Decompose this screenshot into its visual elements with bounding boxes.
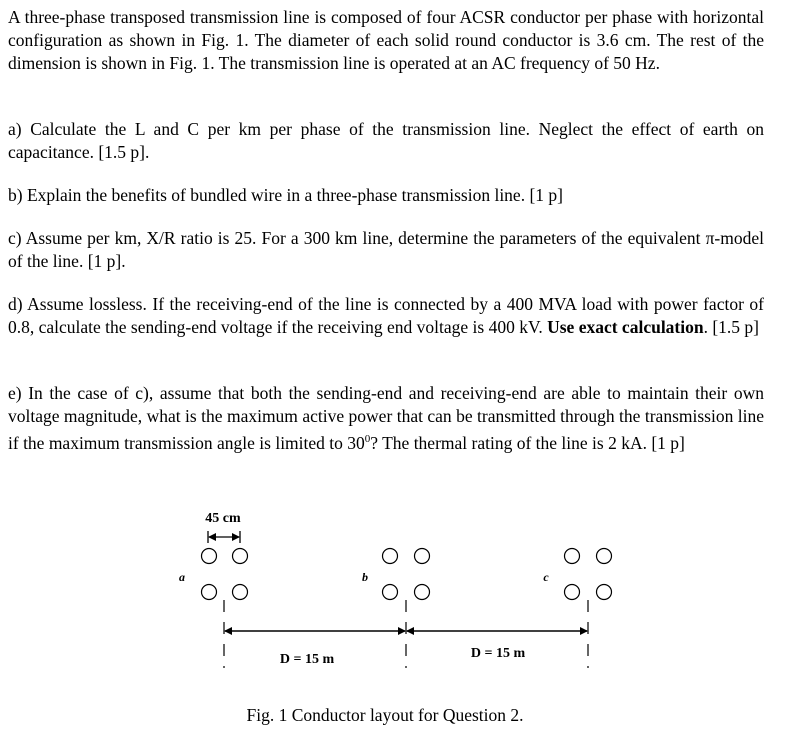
conductor [565, 585, 580, 600]
spacing-label: 45 cm [205, 511, 241, 526]
question-c: c) Assume per km, X/R ratio is 25. For a 300 km line, determine the parameters of the equivalent π-model of the line. [1 p]. [8, 228, 764, 271]
conductor [597, 585, 612, 600]
phase-c-bundle [565, 549, 612, 600]
question-d [8, 293, 764, 339]
spacing-arrow [208, 531, 240, 543]
question-d-bold: Use exact calculation [547, 317, 704, 337]
conductor [202, 549, 217, 564]
intro-paragraph: A three-phase transposed transmission line is composed of four ACSR conductor per phase with horizontal configuration as shown in Fig. 1. The diameter of each solid round conductor is 3.6 cm. The rest of the dimension is shown in Fig. 1. The transmission line is operated at an AC frequency of 50 Hz. [8, 7, 764, 73]
conductor [415, 585, 430, 600]
conductor [233, 549, 248, 564]
phase-label-c: c [543, 570, 549, 584]
question-e-pre: e) In the case of c), assume that both the sending-end and receiving-end are able to maintain their own voltage magnitude, what is the maximum active power that can be transmitted through the transmission line if the maximum transmission angle is limited to 30 [8, 383, 764, 453]
figure-caption: Fig. 1 Conductor layout for Question 2. [246, 705, 524, 725]
conductor [202, 585, 217, 600]
conductor [597, 549, 612, 564]
conductor-layout-figure [0, 500, 805, 700]
question-e-post: ? The thermal rating of the line is 2 kA. [1 p] [370, 432, 685, 453]
conductor [233, 585, 248, 600]
phase-a-bundle [202, 549, 248, 600]
question-e [8, 382, 764, 455]
phase-b-bundle [383, 549, 430, 600]
distance-label-bc: D = 15 m [470, 646, 526, 661]
distance-label-ab: D = 15 m [279, 652, 335, 667]
conductor [383, 549, 398, 564]
question-a: a) Calculate the L and C per km per phase of the transmission line. Neglect the effect of earth on capacitance. [1.5 p]. [8, 119, 764, 162]
question-d-text: d) Assume lossless. If the receiving-end of the line is connected by a 400 MVA load with power factor of 0.8, calculate the sending-end voltage if the receiving end voltage is 400 kV. [8, 294, 764, 337]
phase-label-a: a [179, 570, 185, 584]
conductor [565, 549, 580, 564]
conductor [415, 549, 430, 564]
question-e-sup: 0 [364, 433, 371, 445]
question-d-tail: . [1.5 p] [703, 317, 760, 337]
question-b: b) Explain the benefits of bundled wire in a three-phase transmission line. [1 p] [8, 185, 563, 205]
phase-label-b: b [362, 570, 368, 584]
conductor [383, 585, 398, 600]
